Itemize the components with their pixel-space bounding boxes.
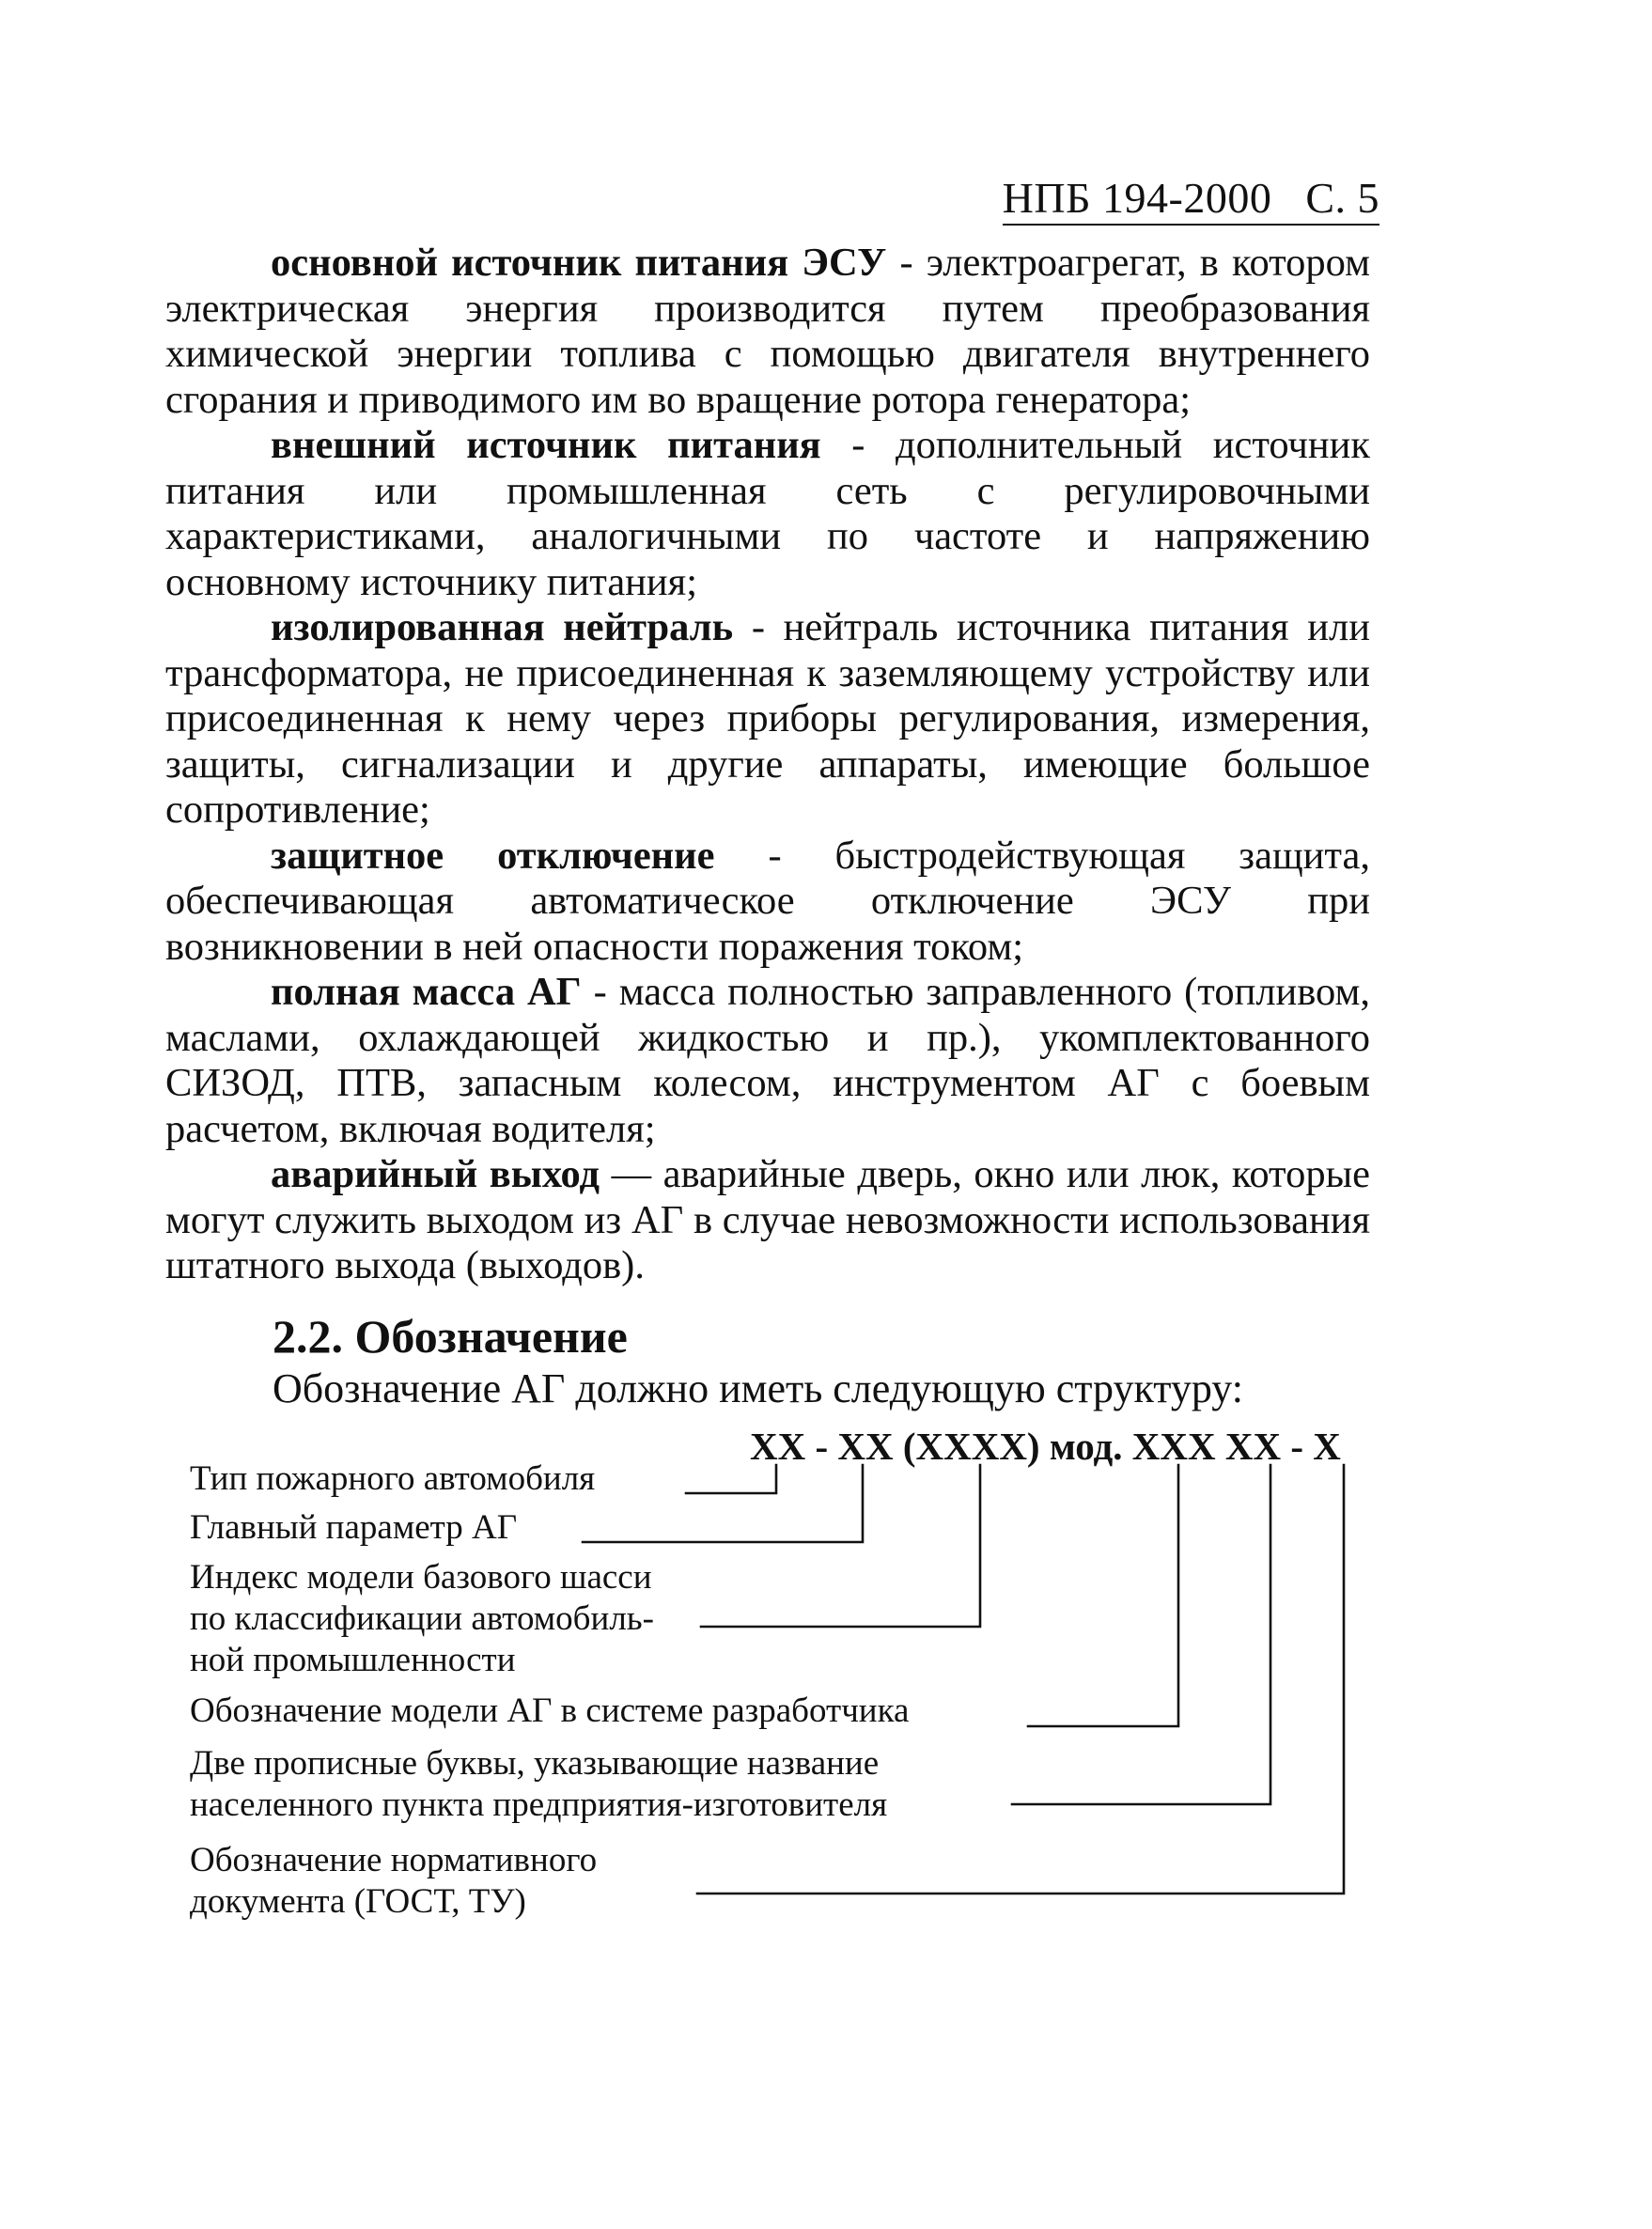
scheme-label-line: ной промышленности [190,1641,516,1679]
connector-line-model [1028,1465,1178,1726]
definition-text: - масса полностью заправленного (топливом, маслами, охлаждающей жидкостью и пр.), укомплектованного СИЗОД, ПТВ, запасным колесом, инструментом АГ с боевым расчетом, включая водителя; [165,970,1371,1151]
page-number: С. 5 [1305,174,1379,222]
scheme-label-line: населенного пункта предприятия-изготовителя [190,1785,888,1824]
section-heading: 2.2. Обозначение [273,1310,628,1363]
definition-term: внешний источник питания [271,423,821,467]
connector-line-main-parameter [583,1465,863,1542]
definition-text: - быстродействующая защита, обеспечивающая автоматическое отключение ЭСУ при возникновении в ней опасности поражения током; [165,833,1370,969]
definition-text: - дополнительный источник питания или промышленная сеть с регулировочными характеристиками, аналогичными по частоте и напряжению основному источнику питания; [165,423,1370,604]
connector-line-standard [697,1465,1344,1894]
scheme-label-main-parameter [190,1507,517,1549]
definition-term: защитное отключение [271,833,715,878]
definition-term: аварийный выход [271,1152,600,1196]
scheme-label-standard [190,1840,597,1923]
connector-line-chassis-index [701,1465,980,1627]
scheme-label-line: Тип пожарного автомобиля [190,1459,596,1498]
scheme-label-chassis-index [190,1557,654,1681]
connector-line-type [686,1465,776,1493]
scheme-label-line: Главный параметр АГ [190,1508,518,1547]
scheme-label-line: Две прописные буквы, указывающие название [190,1744,880,1783]
definition-text: - нейтраль источника питания или трансформатора, не присоединенная к заземляющему устройству или присоединенная к нему через приборы регулирования, измерения, защиты, сигнализации и другие аппараты, имеющие большое сопротивление; [165,605,1370,832]
designation-formula: XX - XX (XXXX) мод. XXX XX - X [750,1425,1341,1468]
scheme-label-city [190,1743,887,1826]
definition-term: изолированная нейтраль [271,605,734,649]
scheme-label-line: Обозначение нормативного [190,1841,598,1879]
scheme-label-line: документа (ГОСТ, ТУ) [190,1882,526,1921]
section-intro: Обозначение АГ должно иметь следующую структуру: [273,1365,1243,1411]
definition-text: — аварийные дверь, окно или люк, которые могут служить выходом из АГ в случае невозможности использования штатного выхода (выходов). [165,1152,1370,1287]
scheme-label-line: Индекс модели базового шасси [190,1558,652,1597]
definition-term: основной источник питания ЭСУ [271,241,887,285]
scheme-label-model [190,1691,909,1732]
scheme-label-line: по классификации автомобиль- [190,1599,654,1638]
definition-term: полная масса АГ [271,970,582,1014]
connector-line-city [1012,1465,1270,1804]
document-code: НПБ 194-2000 [1002,174,1272,222]
scheme-label-type [190,1458,595,1500]
definition-text: - электроагрегат, в котором электрическая энергия производится путем преобразования химической энергии топлива с помощью двигателя внутреннего сгорания и приводимого им во вращение ротора генератора; [165,241,1370,422]
scheme-label-line: Обозначение модели АГ в системе разработчика [190,1691,910,1730]
